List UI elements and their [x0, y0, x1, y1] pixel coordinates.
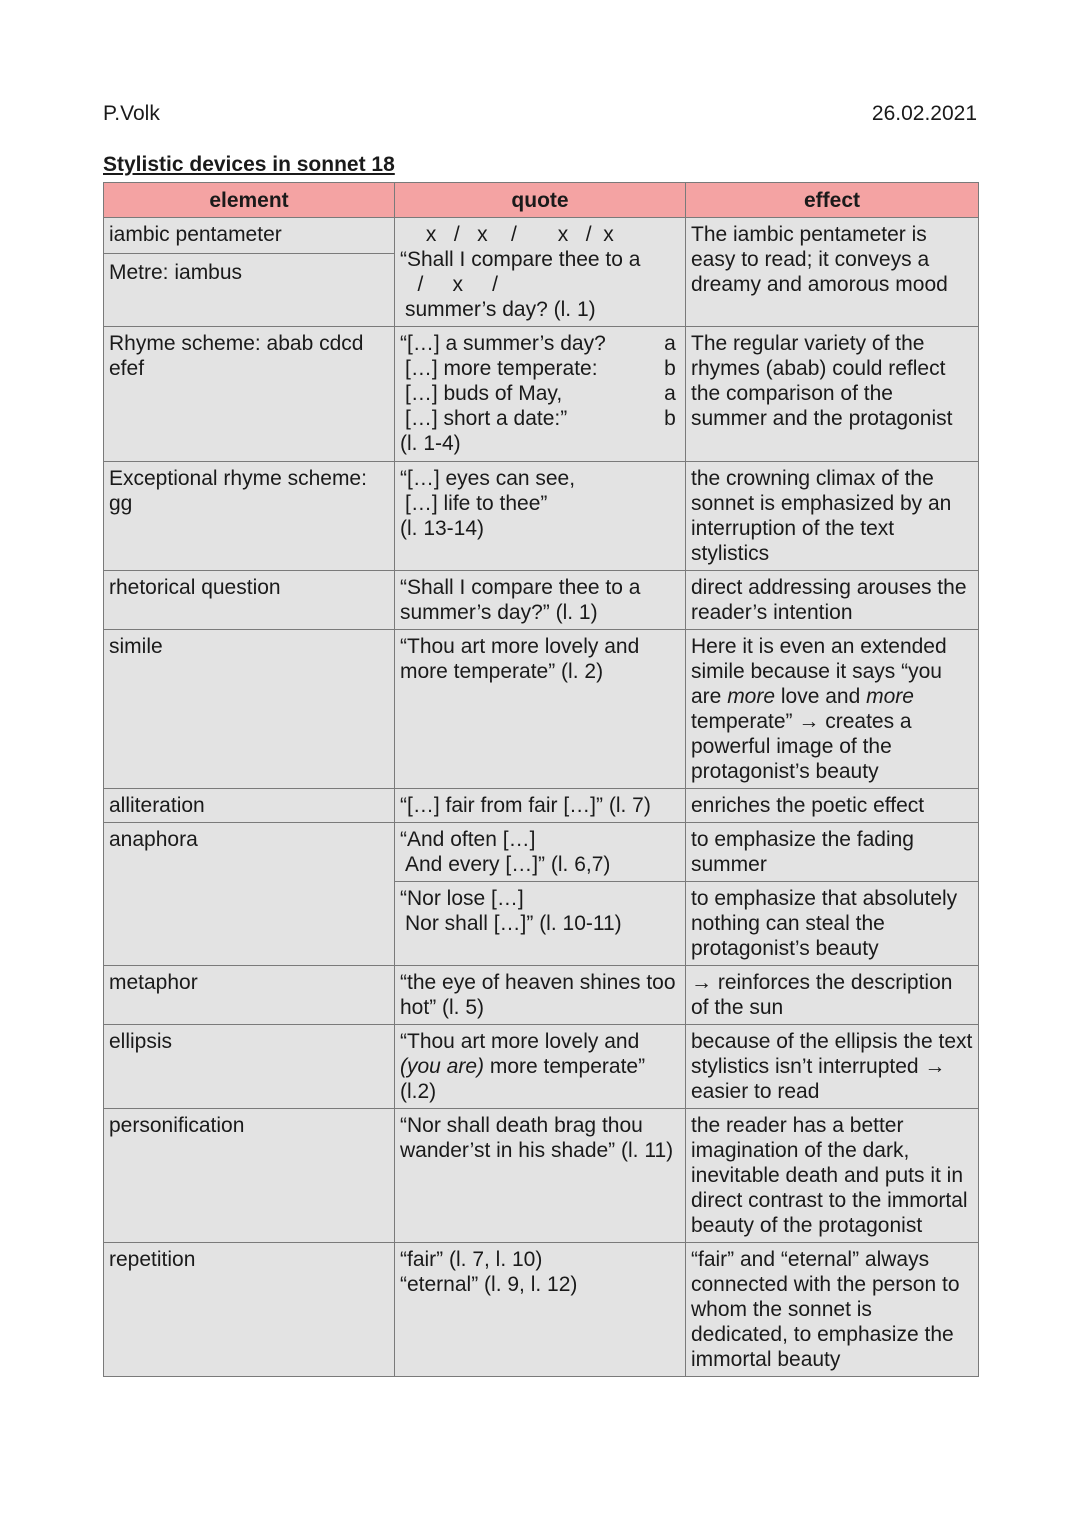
element-cell: personification: [104, 1109, 395, 1243]
quote-line: [400, 406, 680, 431]
table-row: [104, 1243, 979, 1377]
quote-line: [400, 356, 680, 381]
element-cell: [104, 218, 395, 327]
effect-text: Here it is even an extended simile because it says “you are: [691, 635, 947, 708]
emphasis-text: more: [727, 685, 776, 708]
quote-text: “Shall I compare thee to a: [400, 248, 641, 271]
table-row: [104, 966, 979, 1025]
table-row: [104, 630, 979, 789]
element-cell: ellipsis: [104, 1025, 395, 1109]
effect-cell: The iambic pentameter is easy to read; it conveys a dreamy and amorous mood: [686, 218, 979, 327]
document-title: Stylistic devices in sonnet 18: [103, 153, 395, 176]
rhyme-letter: a: [664, 382, 676, 405]
table-row: [104, 327, 979, 462]
quote-cell: [395, 1025, 686, 1109]
effect-text: love and: [775, 685, 867, 708]
quote-reference: (l. 1-4): [400, 432, 461, 455]
element-cell: Rhyme scheme: abab cdcd efef: [104, 327, 395, 462]
effect-cell: to emphasize that absolutely nothing can steal the protagonist’s beauty: [686, 882, 979, 966]
author-name: P.Volk: [103, 102, 160, 125]
effect-text: temperate” → creates a powerful image of the protagonist’s beauty: [691, 710, 912, 783]
quote-text: “fair” (l. 7, l. 10): [400, 1248, 543, 1271]
quote-cell: [395, 327, 686, 462]
effect-cell: the crowning climax of the sonnet is emphasized by an interruption of the text stylistics: [686, 462, 979, 571]
quote-text: […] buds of May,: [405, 382, 563, 405]
table-row: [104, 1109, 979, 1243]
quote-text: “Nor lose […]: [400, 887, 524, 910]
table-row: [104, 571, 979, 630]
quote-cell: [395, 823, 686, 882]
quote-cell: [395, 882, 686, 966]
column-header-quote: quote: [395, 183, 686, 218]
effect-cell: the reader has a better imagination of the dark, inevitable death and puts it in direct contrast to the immortal beauty of the protagonist: [686, 1109, 979, 1243]
quote-cell: “Thou art more lovely and more temperate” (l. 2): [395, 630, 686, 789]
table-row: [104, 823, 979, 882]
document-date: 26.02.2021: [871, 102, 977, 125]
emphasis-text: more: [866, 685, 914, 708]
element-cell: alliteration: [104, 789, 395, 823]
effect-cell: to emphasize the fading summer: [686, 823, 979, 882]
element-cell: metaphor: [104, 966, 395, 1025]
quote-text: “And often […]: [400, 828, 536, 851]
table-row: [104, 462, 979, 571]
column-header-effect: effect: [686, 183, 979, 218]
rhyme-letter: b: [664, 357, 676, 380]
effect-cell: The regular variety of the rhymes (abab) could reflect the comparison of the summer and the protagonist: [686, 327, 979, 462]
rhyme-letter: b: [664, 407, 676, 430]
element-text: iambic pentameter: [109, 223, 282, 246]
table-row: [104, 218, 979, 327]
effect-cell: → reinforces the description of the sun: [686, 966, 979, 1025]
element-cell: repetition: [104, 1243, 395, 1377]
quote-text: […] more temperate:: [405, 357, 598, 380]
rhyme-letter: a: [664, 332, 676, 355]
quote-reference: (l. 13-14): [400, 517, 485, 540]
effect-cell: enriches the poetic effect: [686, 789, 979, 823]
metre-scansion: / x /: [400, 273, 499, 296]
quote-cell: “the eye of heaven shines too hot” (l. 5): [395, 966, 686, 1025]
quote-line: [400, 381, 680, 406]
quote-cell: “[…] fair from fair […]” (l. 7): [395, 789, 686, 823]
element-cell: simile: [104, 630, 395, 789]
metre-scansion: x / x / x / x: [420, 223, 614, 246]
table-row: [104, 789, 979, 823]
quote-text: Nor shall […]” (l. 10-11): [405, 912, 622, 935]
column-header-element: element: [104, 183, 395, 218]
stylistic-devices-table: [103, 182, 979, 1377]
quote-cell: [395, 462, 686, 571]
quote-cell: [395, 218, 686, 327]
emphasis-text: (you are): [400, 1055, 485, 1078]
quote-text: “[…] a summer’s day?: [400, 332, 606, 355]
quote-cell: “Shall I compare thee to a summer’s day?” (l. 1): [395, 571, 686, 630]
effect-cell: because of the ellipsis the text stylistics isn’t interrupted → easier to read: [686, 1025, 979, 1109]
table-row: [104, 1025, 979, 1109]
element-cell: rhetorical question: [104, 571, 395, 630]
effect-cell: “fair” and “eternal” always connected with the person to whom the sonnet is dedicated, to emphasize the immortal beauty: [686, 1243, 979, 1377]
quote-line: [400, 331, 680, 356]
quote-text: summer’s day? (l. 1): [405, 298, 596, 321]
table-header-row: [104, 183, 979, 218]
element-cell: anaphora: [104, 823, 395, 966]
quote-text: […] life to thee”: [405, 492, 548, 515]
quote-text: “[…] eyes can see,: [400, 467, 576, 490]
quote-cell: [395, 1243, 686, 1377]
quote-text: […] short a date:”: [405, 407, 568, 430]
quote-text: And every […]” (l. 6,7): [405, 853, 611, 876]
effect-cell: [686, 630, 979, 789]
effect-cell: direct addressing arouses the reader’s intention: [686, 571, 979, 630]
page-header: [103, 102, 977, 130]
element-text: Metre: iambus: [104, 253, 394, 285]
quote-text: “eternal” (l. 9, l. 12): [400, 1273, 578, 1296]
quote-cell: “Nor shall death brag thou wander’st in his shade” (l. 11): [395, 1109, 686, 1243]
quote-text: “Thou art more lovely and: [400, 1030, 640, 1053]
quote-text: more temperate” (l.2): [400, 1055, 646, 1103]
element-cell: Exceptional rhyme scheme: gg: [104, 462, 395, 571]
